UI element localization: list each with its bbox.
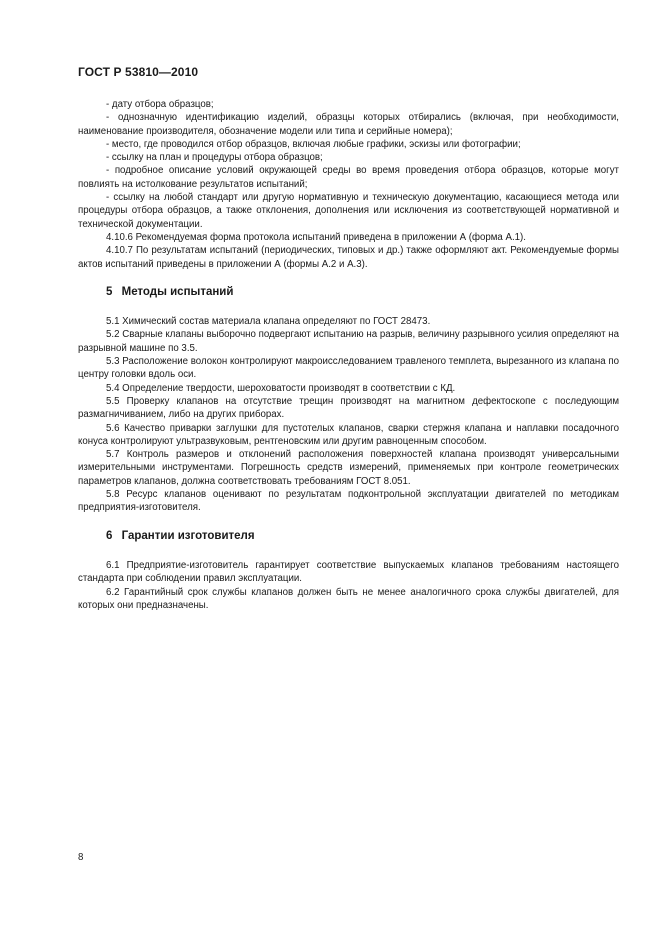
list-item: - дату отбора образцов; xyxy=(106,99,214,110)
list-item: - место, где проводился отбор образцов, включая любые графики, эскизы или фотографии; xyxy=(106,138,521,150)
clause-6-2: 6.2 Гарантийный срок службы клапанов должен быть не менее аналогичного срока службы двигателей, для которых они предназначены. xyxy=(78,586,619,611)
section-6-number: 6 xyxy=(106,529,113,542)
clause-5-6: 5.6 Качество приварки заглушки для пустотелых клапанов, сварки стержня клапана и наплавки посадочного конуса контролируют ультразвуковым, рентгеновским или другим равноценным способом. xyxy=(78,422,619,447)
section-5-number: 5 xyxy=(106,285,113,298)
clause-5-4: 5.4 Определение твердости, шероховатости производят в соответствии с КД. xyxy=(106,382,456,394)
clause-4-10-7: 4.10.7 По результатам испытаний (периодических, типовых и др.) также оформляют акт. Рекомендуемые формы актов испытаний приведены в приложении А (формы А.2 и А.3). xyxy=(78,245,619,270)
clause-5-8: 5.8 Ресурс клапанов оценивают по результатам подконтрольной эксплуатации двигателей по методикам предприятия-изготовителя. xyxy=(78,489,619,514)
list-item: - ссылку на план и процедуры отбора образцов; xyxy=(106,152,323,164)
list-item: - однозначную идентификацию изделий, образцы которых отбирались (включая, при необходимости, наименование производителя, обозначение модели или типа и серийные номера); xyxy=(78,112,619,137)
clause-5-7: 5.7 Контроль размеров и отклонений расположения поверхностей клапана производят универсальными измерительными инструментами. Погрешность средств измерений, применяемых при контроле геометрических параметров клапанов, должна соответствовать требованиям ГОСТ 8.051. xyxy=(78,449,619,487)
clause-4-10-6: 4.10.6 Рекомендуемая форма протокола испытаний приведена в приложении А (форма А.1). xyxy=(106,231,526,243)
clause-5-5: 5.5 Проверку клапанов на отсутствие трещин производят на магнитном дефектоскопе с последующим размагничиванием, либо на других приборах. xyxy=(78,395,619,421)
section-5-title: Методы испытаний xyxy=(121,285,234,298)
clause-5-1: 5.1 Химический состав материала клапана определяют по ГОСТ 28473. xyxy=(106,316,431,328)
list-item: - подробное описание условий окружающей среды во время проведения отбора образцов, которые могут повлиять на истолкование результатов испытаний; xyxy=(78,165,619,190)
section-6-heading xyxy=(78,530,619,543)
page-content xyxy=(78,98,619,612)
page-number: 8 xyxy=(78,852,84,863)
clause-6-1: 6.1 Предприятие-изготовитель гарантирует соответствие выпускаемых клапанов требованиям настоящего стандарта при соблюдении правил эксплуатации. xyxy=(78,559,619,585)
list-item: - ссылку на любой стандарт или другую нормативную и техническую документацию, касающиеся метода или процедуры отбора образцов, а также отклонения, дополнения или исключения из соответствующей нормативной и технической документации. xyxy=(78,192,619,230)
section-5-heading xyxy=(78,286,619,299)
section-6-title: Гарантии изготовителя xyxy=(121,529,255,542)
clause-5-3: 5.3 Расположение волокон контролируют макроисследованием травленого темплета, вырезанного из клапана по центру головки вдоль оси. xyxy=(78,356,619,381)
document-header: ГОСТ Р 53810—2010 xyxy=(78,65,199,79)
clause-5-2: 5.2 Сварные клапаны выборочно подвергают испытанию на разрыв, величину разрывного усилия определяют на разрывной машине по 3.5. xyxy=(78,329,619,354)
